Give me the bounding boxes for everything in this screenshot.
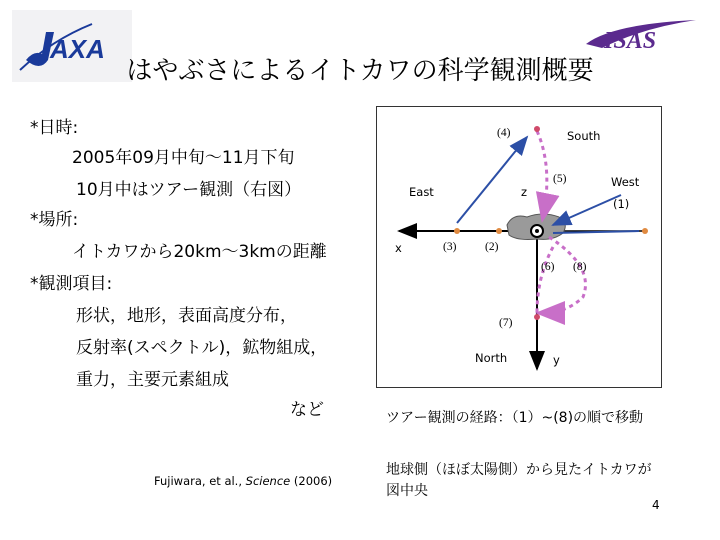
path-3-to-4	[457, 137, 527, 223]
jaxa-logo-text: AXA	[50, 34, 105, 64]
label-p7: (7)	[499, 317, 513, 329]
items-line-2: 反射率(スペクトル)，鉱物組成，	[76, 338, 328, 358]
label-y: y	[553, 353, 560, 367]
path-6-8-loop	[541, 237, 585, 313]
point-1	[642, 228, 648, 234]
note-earth-view: 地球側（ほぼ太陽側）から見たイトカワが図中央	[386, 462, 652, 499]
note-tour-path: ツアー観測の経路：（1）~(8)の順で移動	[386, 410, 644, 426]
items-line-1: 形状，地形，表面高度分布，	[76, 306, 297, 326]
label-west: West	[611, 175, 640, 189]
items-line-3: 重力，主要元素組成	[76, 370, 229, 390]
isas-logo-text: ISAS	[604, 28, 657, 54]
date-line-2: 10月中はツアー観測（右図）	[76, 180, 302, 200]
point-2	[496, 228, 502, 234]
label-p3: (3)	[443, 241, 457, 253]
point-4	[534, 126, 540, 132]
citation-journal: Science	[245, 474, 291, 488]
label-p8: (8)	[573, 261, 587, 273]
origin-dot	[535, 229, 539, 233]
label-p4: (4)	[497, 127, 511, 139]
path-6-down	[537, 247, 553, 313]
label-p6: (6)	[541, 261, 555, 273]
label-x: x	[395, 241, 402, 255]
page-number: 4	[652, 498, 660, 512]
citation-authors: Fujiwara, et al.,	[154, 474, 246, 488]
citation	[154, 474, 332, 488]
point-7	[534, 314, 540, 320]
label-north: North	[475, 351, 508, 365]
place-line: イトカワから20km～3kmの距離	[72, 242, 327, 262]
label-z: z	[521, 185, 528, 199]
label-p5: (5)	[553, 173, 567, 185]
citation-year: (2006)	[290, 474, 333, 488]
label-east: East	[409, 185, 434, 199]
path-4-to-5	[537, 131, 547, 217]
label-p1: (1)	[613, 197, 630, 211]
diagram-canvas	[377, 107, 661, 387]
label-p2: (2)	[485, 241, 499, 253]
date-label: *日時:	[30, 118, 79, 138]
path-1-to-center	[553, 195, 621, 225]
point-3	[454, 228, 460, 234]
label-south: South	[567, 129, 601, 143]
date-line-1: 2005年09月中旬～11月下旬	[72, 148, 295, 168]
slide-title: はやぶさによるイトカワの科学観測概要	[126, 56, 594, 86]
items-line-4: など	[290, 400, 324, 420]
place-label: *場所:	[30, 210, 79, 230]
tour-observation-diagram	[376, 106, 662, 388]
items-label: *観測項目:	[30, 274, 113, 294]
